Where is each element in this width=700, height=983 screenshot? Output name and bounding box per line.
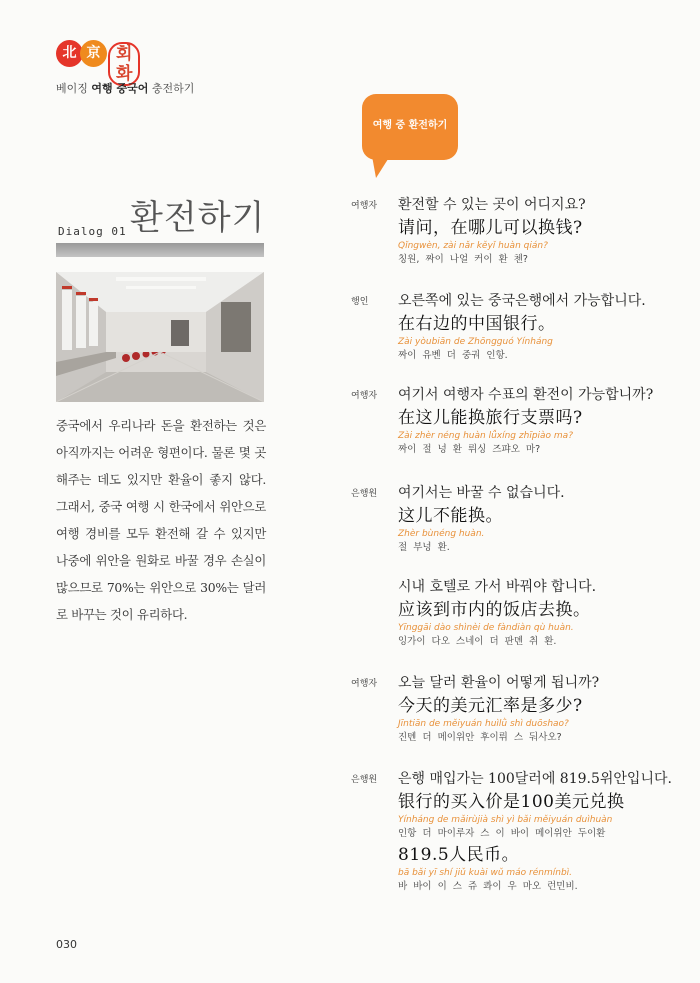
speaker-label: 여행자 <box>351 201 378 211</box>
pronunciation-line: 절 부넝 환. <box>398 542 450 553</box>
pronunciation-line: 짜이 유볜 더 중궈 인항. <box>398 350 508 361</box>
speaker-label: 여행자 <box>351 391 378 401</box>
chinese-line: 这儿不能换。 <box>398 506 503 526</box>
bank-interior-photo <box>56 272 264 402</box>
page-number: 030 <box>56 938 77 951</box>
korean-line: 오른쪽에 있는 중국은행에서 가능합니다. <box>398 293 646 309</box>
chinese-line: 请问，在哪儿可以换钱? <box>398 218 583 238</box>
section-title: 환전하기 <box>130 198 266 238</box>
pronunciation-line-continued: 바 바이 이 스 쥬 콰이 우 마오 런민비. <box>398 881 578 892</box>
chinese-line: 应该到市内的饭店去换。 <box>398 600 591 620</box>
pronunciation-line: 진톈 더 메이위안 후이뤼 스 둬사오? <box>398 732 562 743</box>
korean-line: 여기서는 바꿀 수 없습니다. <box>398 485 565 501</box>
korean-line: 시내 호텔로 가서 바꿔야 합니다. <box>398 579 597 595</box>
korean-line: 환전할 수 있는 곳이 어디지요? <box>398 197 586 213</box>
chinese-line-continued: 819.5人民币。 <box>398 845 520 865</box>
korean-line: 여기서 여행자 수표의 환전이 가능합니까? <box>398 387 654 403</box>
logo-hoehwa: 회화 <box>108 42 140 86</box>
book-subtitle: 베이징 여행 중국어 충전하기 <box>56 82 195 95</box>
topic-bubble-label: 여행 중 환전하기 <box>372 120 448 131</box>
bubble-tail <box>372 156 390 178</box>
pinyin-line: Zhèr bùnéng huàn. <box>398 529 485 539</box>
chinese-line: 银行的买入价是100美元兑换 <box>398 792 625 812</box>
chinese-line: 在这儿能换旅行支票吗? <box>398 408 583 428</box>
logo-char-1: 北 <box>56 40 83 67</box>
pronunciation-line: 인항 더 마이루자 스 이 바이 메이위안 두이환 <box>398 828 606 839</box>
speaker-label: 은행원 <box>351 775 378 785</box>
pinyin-line: Qǐngwèn, zài nǎr kěyǐ huàn qián? <box>398 241 548 251</box>
chinese-line: 今天的美元汇率是多少? <box>398 696 583 716</box>
korean-line: 오늘 달러 환율이 어떻게 됩니까? <box>398 675 600 691</box>
pinyin-line: Zài zhèr néng huàn lǚxíng zhīpiào ma? <box>398 431 573 441</box>
pinyin-line: Yínháng de mǎirùjià shì yì bǎi měiyuán duìhuàn <box>398 815 613 825</box>
intro-paragraph: 중국에서 우리나라 돈을 환전하는 것은 아직까지는 어려운 형편이다. 물론 몇 곳 해주는 데도 있지만 환율이 좋지 않다. 그래서, 중국 여행 시 한국에서 위안으로 여행 경비를 모두 환전해 갈 수 있지만 나중에 위안을 원화로 바꿀 경우 손실이 많으므로 70%는 위안으로 30%는 달러로 바꾸는 것이 유리하다. <box>56 418 266 622</box>
speaker-label: 여행자 <box>351 679 378 689</box>
speaker-label: 행인 <box>351 297 369 307</box>
pronunciation-line: 짜이 절 넝 환 뤼싱 즈퍄오 마? <box>398 444 541 455</box>
pinyin-line: Jīntiān de měiyuán huìlǜ shì duōshao? <box>398 719 569 729</box>
title-underline-bar <box>56 243 264 257</box>
pronunciation-line: 잉가이 다오 스네이 더 판뎬 취 환. <box>398 636 557 647</box>
pinyin-line: Yīnggāi dào shìnèi de fàndiàn qù huàn. <box>398 623 574 633</box>
chinese-line: 在右边的中国银行。 <box>398 314 556 334</box>
pronunciation-line: 칭원, 짜이 나얼 커이 환 첸? <box>398 254 528 265</box>
pinyin-line-continued: bā bǎi yī shí jiǔ kuài wǔ máo rénmínbì. <box>398 868 573 878</box>
logo-char-2: 京 <box>80 40 107 67</box>
topic-bubble <box>362 94 458 160</box>
dialog-label: Dialog 01 <box>58 225 127 238</box>
speaker-label: 은행원 <box>351 489 378 499</box>
pinyin-line: Zài yòubiān de Zhōngguó Yínháng <box>398 337 553 347</box>
korean-line: 은행 매입가는 100달러에 819.5위안입니다. <box>398 771 672 787</box>
